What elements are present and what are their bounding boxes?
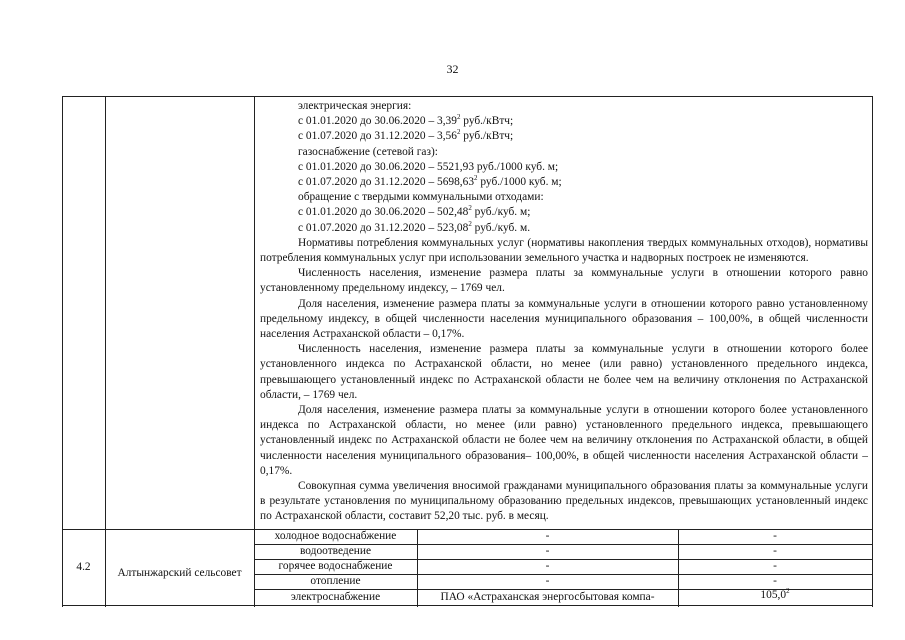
provider-name: -	[545, 560, 550, 572]
tariff-line: газоснабжение (сетевой газ):	[298, 145, 438, 158]
tariff-value: -	[773, 530, 777, 542]
service-name: горячее водоснабжение	[278, 560, 393, 572]
tariff-value: 105,0$^2$	[760, 587, 790, 601]
tariff-value: -	[773, 560, 777, 572]
table-border-bottom	[62, 605, 872, 606]
document-table	[62, 96, 872, 607]
provider-name: -	[545, 545, 550, 557]
paragraph: Численность населения, изменение размера платы за коммунальные услуги в отношении которого более установленного индекса по Астраханской области, но менее (или равно) установленного предельного индекса, превышающего установленный индекс по Астраханской области не более чем на величину отклонения по Астраханской области, – 1769 чел.	[260, 343, 868, 401]
municipality-name: Алтынжарский сельсовет	[117, 567, 242, 579]
paragraph: Нормативы потребления коммунальных услуг (нормативы накопления твердых коммунальных отходов), нормативы потребления коммунальных услуг при использовании земельного участка и надворных построек не изменяются.	[260, 236, 868, 265]
provider-name: -	[545, 530, 550, 542]
service-name: холодное водоснабжение	[274, 530, 397, 542]
service-name: отопление	[310, 575, 361, 587]
tariff-description	[260, 99, 868, 525]
tariff-line: с 01.01.2020 до 30.06.2020 – 3,39$^2$ руб./кВтч;	[298, 113, 514, 128]
table-border-right	[872, 96, 873, 607]
provider-name: ПАО «Астраханская энергосбытовая компа-	[440, 591, 655, 603]
section-number: 4.2	[76, 561, 91, 573]
tariff-value: -	[773, 545, 777, 557]
service-name: электроснабжение	[290, 591, 381, 603]
tariff-line: электрическая энергия:	[298, 100, 412, 112]
tariff-value: -	[773, 575, 777, 587]
tariff-line: с 01.07.2020 до 31.12.2020 – 5698,63$^2$ руб./1000 куб. м;	[298, 174, 562, 189]
table-border-top	[62, 96, 872, 97]
provider-name: -	[545, 575, 550, 587]
table-border-left	[62, 96, 63, 607]
page-number: 32	[446, 62, 459, 76]
tariff-line: с 01.07.2020 до 31.12.2020 – 523,08$^2$ руб./куб. м.	[298, 219, 531, 234]
paragraph: Доля населения, изменение размера платы за коммунальные услуги в отношении которого более установленного индекса по Астраханской области, но менее (или равно) установленного предельного индекса, превышающего установленный индекс по Астраханской области не более чем на величину отклонения по Астраханской области, в общей численности населения муниципального образования– 100,00%, в общей численности населения Астраханской области – 0,17%.	[260, 404, 868, 477]
paragraph: Доля населения, изменение размера платы за коммунальные услуги в отношении которого равно установленному предельному индексу, в общей численности населения муниципального образования – 100,00%, в общей численности населения Астраханской области – 0,17%.	[260, 297, 868, 341]
column-divider	[105, 96, 106, 607]
tariff-line: обращение с твердыми коммунальными отходами:	[298, 191, 544, 204]
paragraph: Совокупная сумма увеличения вносимой гражданами муниципального образования платы за коммунальные услуги в результате установления по муниципальному образованию предельных индексов, превышающих установленный индекс по Астраханской области, составит 52,20 тыс. руб. в месяц.	[260, 480, 868, 523]
tariff-line: с 01.01.2020 до 30.06.2020 – 502,48$^2$ руб./куб. м;	[298, 204, 531, 219]
paragraph: Численность населения, изменение размера платы за коммунальные услуги в отношении которого равно установленному предельному индексу, – 1769 чел.	[260, 267, 868, 295]
tariff-line: с 01.07.2020 до 31.12.2020 – 3,56$^2$ руб./кВтч;	[298, 128, 514, 143]
service-name: водоотведение	[300, 545, 371, 557]
tariff-line: с 01.01.2020 до 30.06.2020 – 5521,93 руб./1000 куб. м;	[298, 160, 559, 173]
